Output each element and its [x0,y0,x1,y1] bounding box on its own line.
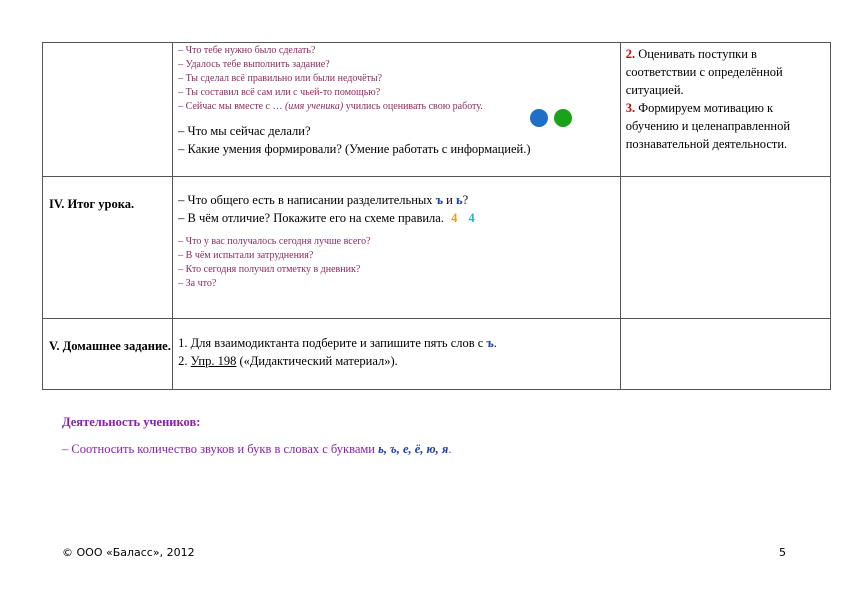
main-line: – В чём отличие? Покажите его на схеме правила. 4 4 [178,211,475,225]
exercise-link[interactable]: Упр. 198 [190,354,237,368]
main-line: – Что мы сейчас делали? [178,124,311,138]
question-line: – Что у вас получалось сегодня лучше всего? [178,236,371,247]
table-row [43,177,831,319]
result-cell [620,319,830,390]
result-item: 3. Формируем мотивацию к обучению и целенаправленной познавательной деятельности. [625,101,791,151]
question-line: – Ты составил всё сам или с чьей-то помощью? [178,87,381,98]
content-cell [173,43,621,177]
question-line: – Ты сделал всё правильно или были недочёты? [178,73,383,84]
content-cell [173,319,621,390]
stage-cell: V. Домашнее задание. [43,319,173,390]
stage-cell: IV. Итог урока. [43,177,173,319]
lesson-table [42,42,831,390]
main-line: – Какие умения формировали? (Умение работать с информацией.) [178,142,531,156]
question-line: – Удалось тебе выполнить задание? [178,59,330,70]
mark-label: 4 [451,211,458,225]
table-row [43,319,831,390]
page-number: 5 [779,546,786,559]
question-line: – Кто сегодня получил отметку в дневник? [178,264,361,275]
students-activity-line: – Соотносить количество звуков и букв в словах с буквами ь, ъ, е, ё, ю, я. [62,442,452,456]
footer-copyright: © ООО «Баласс», 2012 [62,546,195,559]
content-cell [173,177,621,319]
question-line: – Что тебе нужно было сделать? [178,45,316,56]
homework-line: 1. Для взаимодиктанта подберите и запишите пять слов с ъ. [178,336,497,350]
stage-cell [43,43,173,177]
question-line: – Сейчас мы вместе с … (имя ученика) учились оценивать свою работу. [178,101,483,112]
result-cell [620,177,830,319]
mark-label: 4 [468,211,475,225]
homework-line: 2. Упр. 198 («Дидактический материал»). [178,354,398,368]
result-cell [620,43,830,177]
blue-circle-icon [530,109,548,127]
question-line: – В чём испытали затруднения? [178,250,314,261]
result-item: 2. Оценивать поступки в соответствии с определённой ситуацией. [625,47,783,97]
question-line: – За что? [178,278,217,289]
main-line: – Что общего есть в написании разделительных ъ и ь? [178,193,469,207]
green-circle-icon [554,109,572,127]
table-row [43,43,831,177]
students-activity-title: Деятельность учеников: [62,415,201,429]
